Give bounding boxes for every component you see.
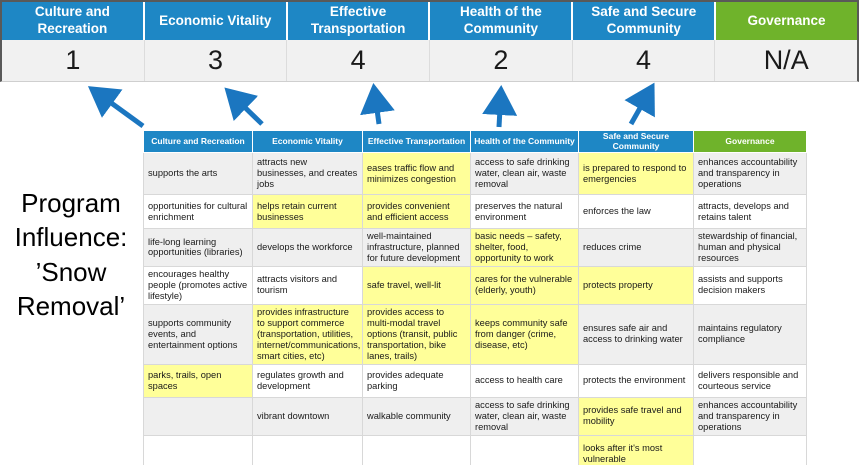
arrow-up-left-icon [228,91,262,124]
matrix-cell: ensures safe air and access to drinking water [579,304,694,364]
matrix-cell: access to health care [471,364,579,397]
matrix-cell: attracts visitors and tourism [253,266,363,304]
matrix-header-health-community: Health of the Community [471,131,579,153]
matrix-cell: walkable community [363,397,471,435]
matrix-cell: attracts new businesses, and creates jobs [253,153,363,195]
table-row [144,153,807,195]
matrix-cell: provides convenient and efficient access [363,195,471,229]
table-row [144,229,807,267]
matrix-cell: access to safe drinking water, clean air, waste removal [471,397,579,435]
matrix-cell [694,435,807,465]
matrix-header-governance: Governance [694,131,807,153]
matrix-cell: provides adequate parking [363,364,471,397]
table-row [144,435,807,465]
score-arrows [0,80,859,132]
matrix-cell: protects the environment [579,364,694,397]
matrix-cell: enforces the law [579,195,694,229]
matrix-cell [253,435,363,465]
matrix-cell: provides infrastructure to support commerce (transportation, utilities, internet/communications, smart cities, etc) [253,304,363,364]
matrix-cell [144,397,253,435]
summary-header-culture-recreation: Culture and Recreation [2,2,145,40]
score-governance: N/A [763,45,809,75]
matrix-header-row [144,131,807,153]
table-row [144,266,807,304]
matrix-cell: reduces crime [579,229,694,267]
matrix-cell: develops the workforce [253,229,363,267]
matrix-cell: cares for the vulnerable (elderly, youth) [471,266,579,304]
summary-header-governance: Governance [716,2,857,40]
summary-header-economic-vitality: Economic Vitality [145,2,288,40]
matrix-cell: assists and supports decision makers [694,266,807,304]
matrix-cell: well-maintained infrastructure, planned for future development [363,229,471,267]
arrow-up-icon [499,90,501,127]
matrix-cell [363,435,471,465]
matrix-cell: supports the arts [144,153,253,195]
score-economic-vitality: 3 [145,40,288,81]
score-effective-transportation: 4 [287,40,430,81]
influence-matrix-table [143,130,807,465]
matrix-cell: regulates growth and development [253,364,363,397]
matrix-cell: protects property [579,266,694,304]
arrow-up-left-icon [92,89,143,126]
matrix-header-culture-recreation: Culture and Recreation [144,131,253,153]
matrix-cell: life-long learning opportunities (libraries) [144,229,253,267]
matrix-cell: encourages healthy people (promotes active lifestyle) [144,266,253,304]
summary-header-effective-transportation: Effective Transportation [288,2,431,40]
matrix-cell: is prepared to respond to emergencies [579,153,694,195]
summary-header-health-community: Health of the Community [430,2,573,40]
matrix-cell: enhances accountability and transparency in operations [694,397,807,435]
matrix-cell: provides access to multi-modal travel options (transit, public transportation, bike lanes, trails) [363,304,471,364]
matrix-cell: stewardship of financial, human and physical resources [694,229,807,267]
matrix-cell [471,435,579,465]
matrix-cell: basic needs – safety, shelter, food, opportunity to work [471,229,579,267]
score-culture-recreation: 1 [2,40,145,81]
matrix-cell: eases traffic flow and minimizes congestion [363,153,471,195]
table-row [144,364,807,397]
matrix-cell: enhances accountability and transparency in operations [694,153,807,195]
summary-table [0,0,859,82]
matrix-header-safe-secure-community: Safe and Secure Community [579,131,694,153]
matrix-cell: safe travel, well-lit [363,266,471,304]
matrix-header-effective-transportation: Effective Transportation [363,131,471,153]
matrix-cell: attracts, develops and retains talent [694,195,807,229]
score-row [2,40,857,81]
matrix-cell: delivers responsible and courteous service [694,364,807,397]
table-row [144,195,807,229]
matrix-header-economic-vitality: Economic Vitality [253,131,363,153]
arrow-up-icon [374,88,379,124]
table-row [144,397,807,435]
table-row [144,304,807,364]
score-health-community: 2 [430,40,573,81]
program-influence-title: Program Influence: ’Snow Removal’ [14,188,128,321]
matrix-cell: supports community events, and entertainment options [144,304,253,364]
arrow-up-right-icon [631,87,652,124]
matrix-cell: maintains regulatory compliance [694,304,807,364]
summary-header-row [2,2,857,40]
matrix-cell: access to safe drinking water, clean air, waste removal [471,153,579,195]
matrix-cell: looks after it's most vulnerable [579,435,694,465]
matrix-cell: parks, trails, open spaces [144,364,253,397]
matrix-cell: opportunities for cultural enrichment [144,195,253,229]
matrix-cell: helps retain current businesses [253,195,363,229]
matrix-cell: keeps community safe from danger (crime, disease, etc) [471,304,579,364]
matrix-cell: vibrant downtown [253,397,363,435]
score-safe-secure-community: 4 [573,40,716,81]
matrix-cell: provides safe travel and mobility [579,397,694,435]
matrix-cell: preserves the natural environment [471,195,579,229]
matrix-cell [144,435,253,465]
summary-header-safe-secure-community: Safe and Secure Community [573,2,716,40]
